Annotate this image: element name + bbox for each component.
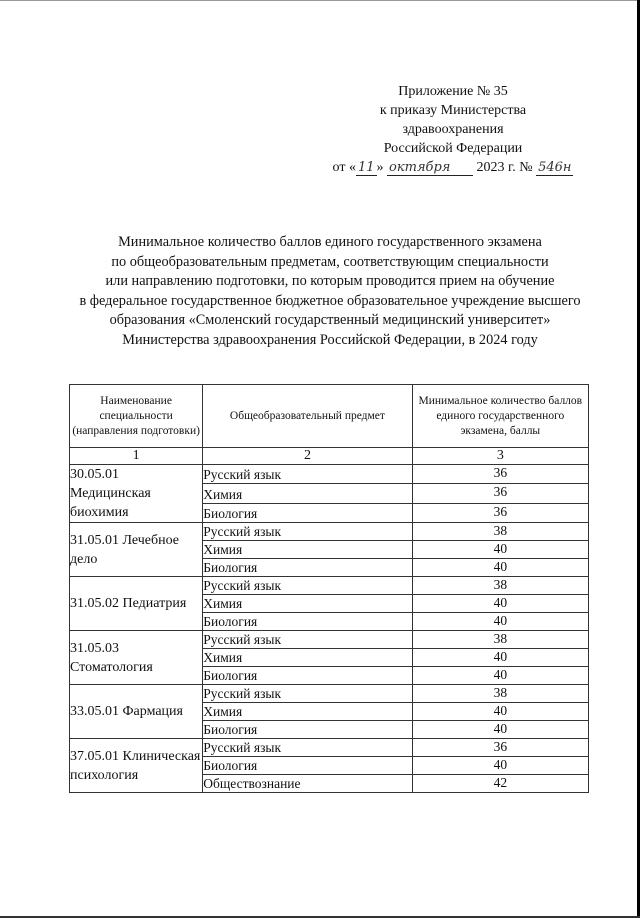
table-row [70, 465, 589, 484]
order-date-line [330, 158, 576, 177]
approval-line-1: Приложение № 35 [398, 84, 508, 99]
subject-cell: Русский язык [203, 739, 412, 757]
score-cell: 40 [412, 559, 588, 577]
approval-line-2: к приказу Министерства [379, 103, 527, 118]
specialty-cell: 31.05.03 Стоматология [70, 631, 203, 685]
table-row [70, 739, 589, 757]
header-min-score: Минимальное количество баллов единого государственного экзамена, баллы [412, 385, 588, 448]
date-prefix: от « [332, 160, 356, 175]
table-row [70, 523, 589, 541]
subject-cell: Русский язык [203, 577, 412, 595]
specialty-cell: 31.05.02 Педиатрия [70, 577, 203, 631]
specialty-cell: 30.05.01 Медицинская биохимия [70, 465, 203, 523]
subject-cell: Химия [203, 484, 412, 503]
column-number-row [70, 448, 589, 465]
score-cell: 42 [412, 775, 588, 793]
subject-cell: Биология [203, 503, 412, 522]
handwritten-day: 11 [357, 160, 375, 175]
handwritten-month: октября [387, 161, 473, 176]
score-cell: 38 [412, 685, 588, 703]
subject-cell: Биология [203, 721, 412, 739]
score-cell: 40 [412, 649, 588, 667]
handwritten-order-number: 546н [538, 160, 572, 175]
table-row [70, 631, 589, 649]
date-quote-close: » [376, 160, 384, 175]
header-specialty: Наименование специальности (направления подготовки) [70, 385, 203, 448]
approval-block [330, 82, 576, 177]
subject-cell: Химия [203, 649, 412, 667]
score-cell: 36 [412, 465, 588, 484]
subject-cell: Биология [203, 559, 412, 577]
subject-cell: Русский язык [203, 631, 412, 649]
subject-cell: Химия [203, 703, 412, 721]
specialty-cell: 33.05.01 Фармация [70, 685, 203, 739]
score-cell: 36 [412, 484, 588, 503]
subject-cell: Русский язык [203, 685, 412, 703]
score-cell: 40 [412, 703, 588, 721]
subject-cell: Русский язык [203, 523, 412, 541]
score-cell: 40 [412, 667, 588, 685]
subject-cell: Биология [203, 757, 412, 775]
score-cell: 40 [412, 721, 588, 739]
title-line: Минимальное количество баллов единого государственного экзамена [118, 234, 542, 250]
column-number: 2 [203, 448, 412, 465]
specialty-cell: 31.05.01 Лечебное дело [70, 523, 203, 577]
document-title [60, 233, 600, 350]
title-line: по общеобразовательным предметам, соответствующим специальности [111, 253, 549, 270]
score-cell: 40 [412, 757, 588, 775]
title-line: в федеральное государственное бюджетное образовательное учреждение высшего [79, 292, 581, 309]
score-cell: 36 [412, 503, 588, 522]
table-header-row [70, 385, 589, 448]
score-cell: 38 [412, 631, 588, 649]
score-cell: 36 [412, 739, 588, 757]
subject-cell: Химия [203, 595, 412, 613]
subject-cell: Химия [203, 541, 412, 559]
approval-line-3: здравоохранения [402, 122, 504, 137]
subject-cell: Биология [203, 667, 412, 685]
column-number: 3 [412, 448, 588, 465]
column-number: 1 [70, 448, 203, 465]
table-row [70, 685, 589, 703]
title-line: или направлению подготовки, по которым проводится прием на обучение [105, 273, 555, 289]
date-year: 2023 г. № [476, 160, 533, 175]
score-cell: 40 [412, 541, 588, 559]
subject-cell: Биология [203, 613, 412, 631]
score-cell: 38 [412, 577, 588, 595]
score-cell: 38 [412, 523, 588, 541]
page-top-edge [0, 0, 640, 1]
header-subject: Общеобразовательный предмет [203, 385, 412, 448]
table-row [70, 577, 589, 595]
title-line: образования «Смоленский государственный медицинский университет» [109, 312, 551, 328]
specialty-cell: 37.05.01 Клиническая психология [70, 739, 203, 793]
subject-cell: Обществознание [203, 775, 412, 793]
subject-cell: Русский язык [203, 465, 412, 484]
score-cell: 40 [412, 595, 588, 613]
min-scores-table [69, 384, 589, 793]
score-cell: 40 [412, 613, 588, 631]
title-line: Министерства здравоохранения Российской Федерации, в 2024 году [122, 331, 538, 348]
approval-line-4: Российской Федерации [383, 141, 523, 156]
